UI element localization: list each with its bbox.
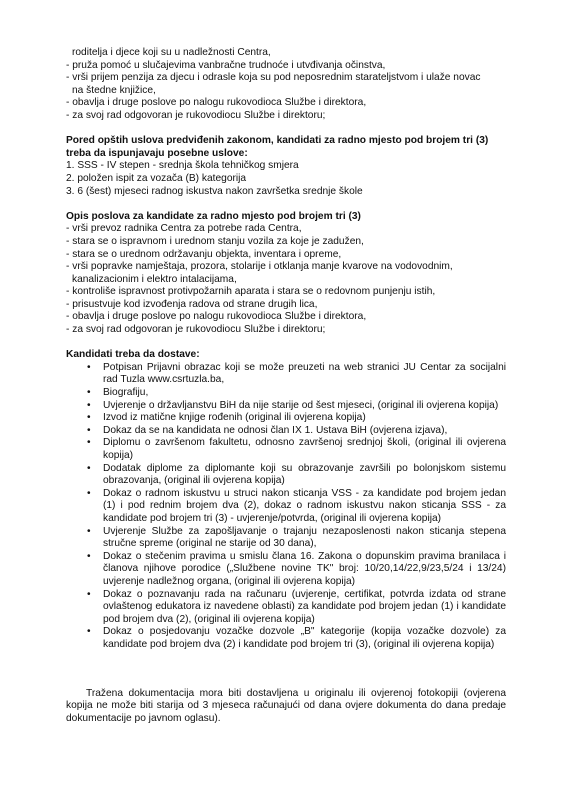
document-item-text: Diplomu o završenom fakultetu, odnosno završenoj srednjoj školi, (original ili ovjerena kopija) [103,437,506,461]
job-duty-line: - prisustvuje kod izvođenja radova od strane drugih lica, [66,298,318,310]
duty-line: - obavlja i druge poslove po nalogu rukovodioca Službe i direktora, [66,97,367,109]
condition-item: 1. SSS - IV stepen - srednja škola tehničkog smjera [66,160,299,172]
job-duty-line: - kontroliše ispravnost protivpožarnih aparata i stara se o redovnom punjenju istih, [66,286,436,298]
documents-list [66,362,506,652]
job-description-heading: Opis poslova za kandidate za radno mjesto pod brojem tri (3) [66,210,361,222]
list-item [66,463,506,488]
bullet-icon: • [87,462,91,474]
job-duty-line: - obavlja i druge poslove po nalogu rukovodioca Službe i direktora, [66,311,367,323]
conditions-section [66,135,506,198]
document-item-text: Uvjerenje o državljanstvu BiH da nije starije od šest mjeseci, (original ili ovjerena kopija) [103,399,499,411]
duty-line: - pruža pomoć u slučajevima vanbračne trudnoće i utvđivanja očinstva, [66,59,386,71]
list-item [66,488,506,526]
duty-line: roditelja i djece koji su u nadležnosti Centra, [72,47,271,58]
job-duty-line: - stara se o ispravnom i urednom stanju vozila za koje je zadužen, [66,235,364,247]
bullet-icon: • [87,361,91,373]
bullet-icon: • [87,525,91,537]
document-item-text: Biografiju, [103,387,149,399]
list-item [66,387,506,400]
bullet-icon: • [87,437,91,449]
bullet-icon: • [87,399,91,411]
duty-line: - za svoj rad odgovoran je rukovodiocu Službe i direktoru; [66,109,326,121]
conditions-heading: treba da ispunjavaju posebne uslove: [66,147,248,159]
list-item [66,425,506,438]
duties-list-top [66,47,506,123]
document-item-text: Dokaz o posjedovanju vozačke dozvole „B" kategorije (kopija vozačke dozvole) za kandidate pod brojem dva (2) i kandidate pod brojem tri (3), (original ili ovjerena kopija) [103,626,506,650]
list-item [66,589,506,627]
condition-item: 3. 6 (šest) mjeseci radnog iskustva nakon završetka srednje škole [66,185,363,197]
document-item-text: Dokaz da se na kandidata ne odnosi član IX 1. Ustava BiH (ovjerena izjava), [103,424,448,436]
bullet-icon: • [87,588,91,600]
job-duty-line: - vrši prevoz radnika Centra za potrebe rada Centra, [66,223,302,235]
document-item-text: Dokaz o radnom iskustvu u struci nakon sticanja VSS - za kandidate pod brojem jedan (1) i pod rednim brojem dva (2), dokaz o radnom iskustvu nakon sticanja SSS - za kandidate pod brojem tri (3) - uvjerenje/potvrda, (original ili ovjerena kopija) [103,487,506,524]
job-duty-line: - vrši popravke namještaja, prozora, stolarije i otklanja manje kvarove na vodovodnim, [66,261,453,273]
job-duty-line: kanalizacionim i elektro intalacijama, [72,273,237,285]
condition-item: 2. položen ispit za vozača (B) kategorija [66,172,247,184]
document-item-text: Potpisan Prijavni obrazac koji se može preuzeti na web stranici JU Centar za socijalni rad Tuzla www.csrtuzla.ba, [103,361,506,386]
document-item-text: Dokaz o poznavanju rada na računaru (uvjerenje, certifikat, potvrda izdata od strane ovlaštenog edukatora iz navedene oblasti) za kandidate pod brojem jedan (1) i kandidate pod brojem dva (2), (original ili ovjerena kopija) [103,588,506,625]
job-description-section [66,211,506,337]
document-body [66,47,506,725]
bullet-icon: • [87,387,91,399]
duty-line: na štedne knjižice, [72,84,156,96]
bullet-icon: • [87,487,91,499]
job-duty-line: - stara se o urednom održavanju objekta, inventara i opreme, [66,248,342,260]
documents-heading: Kandidati treba da dostave: [66,349,200,361]
bullet-icon: • [87,626,91,638]
list-item [66,551,506,589]
document-item-text: Dokaz o stečenim pravima u smislu člana 16. Zakona o dopunskim pravima branilaca i članova njihove porodice („Službene novine TK" broj: 10/20,14/22,9/23,5/24 i 13/24) uvjerenje nadležnog organa, (original ili ovjerena kopija) [103,550,506,587]
conditions-heading: Pored opštih uslova predviđenih zakonom, kandidati za radno mjesto pod brojem tri (3) [66,135,489,147]
documents-section [66,349,506,651]
list-item [66,412,506,425]
bullet-icon: • [87,412,91,424]
closing-paragraph: Tražena dokumentacija mora biti dostavljena u originalu ili ovjerenoj fotokopiji (ovjerena kopija ne može biti starija od 3 mjeseca računajući od dana ovjere dokumenta do dana predaje dokumentacije po javnom oglasu). [66,687,506,724]
list-item [66,362,506,387]
job-duty-line: - za svoj rad odgovoran je rukovodiocu Službe i direktoru; [66,324,326,336]
list-item [66,400,506,413]
list-item [66,526,506,551]
document-item-text: Uvjerenje Službe za zapošljavanje o trajanju nezaposlenosti nakon sticanja stepena stručne spreme (original ne starije od 30 dana), [103,525,506,550]
duty-line: - vrši prijem penzija za djecu i odrasle koja su pod neposrednim starateljstvom i ulaže novac [66,72,481,84]
list-item [66,626,506,651]
bullet-icon: • [87,550,91,562]
document-item-text: Izvod iz matične knjige rođenih (original ili ovjerena kopija) [103,412,366,424]
bullet-icon: • [87,424,91,436]
list-item [66,437,506,462]
document-item-text: Dodatak diplome za diplomante koji su obrazovanje završili po bolonjskom sistemu obrazovanja, (original ili ovjerena kopija) [103,462,506,487]
